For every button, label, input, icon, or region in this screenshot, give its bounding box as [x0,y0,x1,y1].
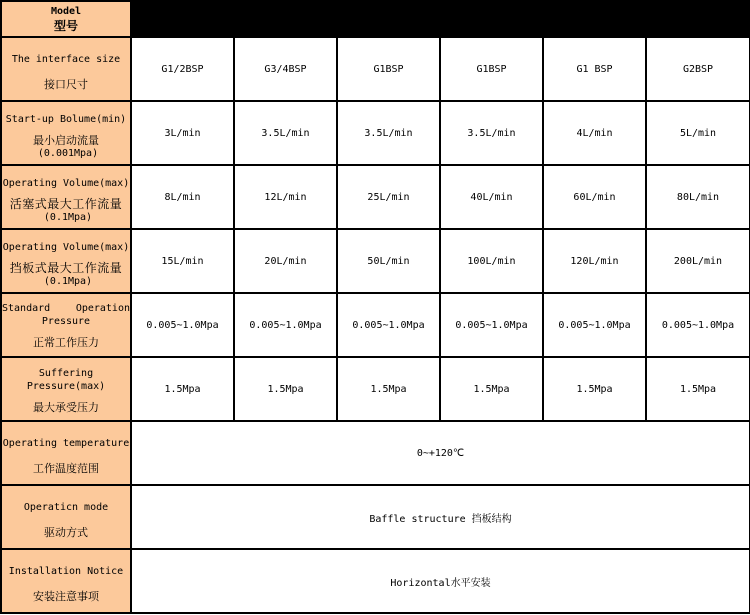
cell-value: 3.5L/min [234,101,337,165]
table-row [1,229,750,293]
row-label-operating-volume-piston [1,165,131,229]
row-label-note: (0.1Mpa) [43,211,93,223]
row-label-en: Suffering [38,367,94,379]
table-row [1,37,750,101]
cell-value: G1/2BSP [131,37,234,101]
table-row [1,293,750,357]
cell-value: 20L/min [234,229,337,293]
cell-value: G3/4BSP [234,37,337,101]
row-label-en: Start-up Bolume(min) [5,113,127,125]
row-label-cn: 安装注意事项 [33,590,99,603]
table-row [1,421,750,485]
cell-value: 80L/min [646,165,750,229]
row-label-en: Operating Volume(max) [2,177,130,189]
merged-value-installation: Horizontal水平安装 [131,549,750,613]
cell-value: 50L/min [337,229,440,293]
cell-value: 0.005~1.0Mpa [131,293,234,357]
row-label-operating-temperature [1,421,131,485]
model-header-cell [1,1,131,37]
row-label-en: Operating Volume(max) [2,241,130,253]
column-header-dn20: LT-DN20 [234,1,337,37]
table-row [1,101,750,165]
row-label-cn: 活塞式最大工作流量 [9,196,123,211]
row-label-cn: 最小启动流量 [33,133,99,147]
row-label-en: Installation Notice [8,566,124,577]
row-label-cn: 最大承受压力 [33,400,99,414]
cell-value: 100L/min [440,229,543,293]
table-row [1,549,750,613]
row-label-note: (0.1Mpa) [43,275,93,287]
merged-value-operation-mode: Baffle structure 挡板结构 [131,485,750,549]
row-label-en [2,302,130,315]
cell-value: 12L/min [234,165,337,229]
cell-value: G2BSP [646,37,750,101]
cell-value: 40L/min [440,165,543,229]
column-header-dn32: LT-DN32 [440,1,543,37]
row-label-interface-size [1,37,131,101]
row-label-startup-volume [1,101,131,165]
row-label-en: The interface size [11,54,121,65]
row-label-en-part: Standard [2,302,51,314]
row-label-suffering-pressure [1,357,131,421]
row-label-en: Operating temperature [2,438,130,449]
row-label-note: (0.001Mpa) [37,147,99,159]
cell-value: 1.5Mpa [337,357,440,421]
cell-value: 200L/min [646,229,750,293]
merged-value-temperature: 0~+120℃ [131,421,750,485]
cell-value: 8L/min [131,165,234,229]
column-header-dn50: LT-DN50 [646,1,750,37]
cell-value: 5L/min [646,101,750,165]
cell-value: 1.5Mpa [543,357,646,421]
cell-value: 1.5Mpa [234,357,337,421]
cell-value: 0.005~1.0Mpa [646,293,750,357]
row-label-en-part: Operation [75,302,130,314]
cell-value: 0.005~1.0Mpa [440,293,543,357]
header-row [1,1,750,37]
cell-value: 15L/min [131,229,234,293]
cell-value: 3.5L/min [337,101,440,165]
cell-value: G1BSP [337,37,440,101]
row-label-operating-volume-baffle [1,229,131,293]
cell-value: 3.5L/min [440,101,543,165]
column-header-dn15: LT-DN15 [131,1,234,37]
row-label-cn: 正常工作压力 [33,335,99,349]
column-header-dn40: LT-DN40 [543,1,646,37]
row-label-standard-pressure [1,293,131,357]
cell-value: G1 BSP [543,37,646,101]
cell-value: 1.5Mpa [131,357,234,421]
row-label-cn: 挡板式最大工作流量 [9,260,123,275]
cell-value: G1BSP [440,37,543,101]
cell-value: 120L/min [543,229,646,293]
table-row [1,357,750,421]
model-label-en: Model [50,6,82,17]
row-label-operation-mode [1,485,131,549]
row-label-cn: 驱动方式 [44,526,88,539]
table-row [1,165,750,229]
model-label-cn: 型号 [53,19,78,33]
cell-value: 0.005~1.0Mpa [337,293,440,357]
cell-value: 1.5Mpa [440,357,543,421]
table-row [1,485,750,549]
row-label-en-line2: Pressure [41,315,91,327]
cell-value: 1.5Mpa [646,357,750,421]
cell-value: 0.005~1.0Mpa [234,293,337,357]
column-header-dn25: LT-DN25 [337,1,440,37]
row-label-en: Operaticn mode [23,502,109,513]
row-label-cn: 接口尺寸 [44,78,88,91]
cell-value: 3L/min [131,101,234,165]
cell-value: 60L/min [543,165,646,229]
cell-value: 4L/min [543,101,646,165]
row-label-en-line2: Pressure(max) [26,380,106,392]
cell-value: 25L/min [337,165,440,229]
row-label-installation-notice [1,549,131,613]
cell-value: 0.005~1.0Mpa [543,293,646,357]
row-label-cn: 工作温度范围 [33,462,99,475]
